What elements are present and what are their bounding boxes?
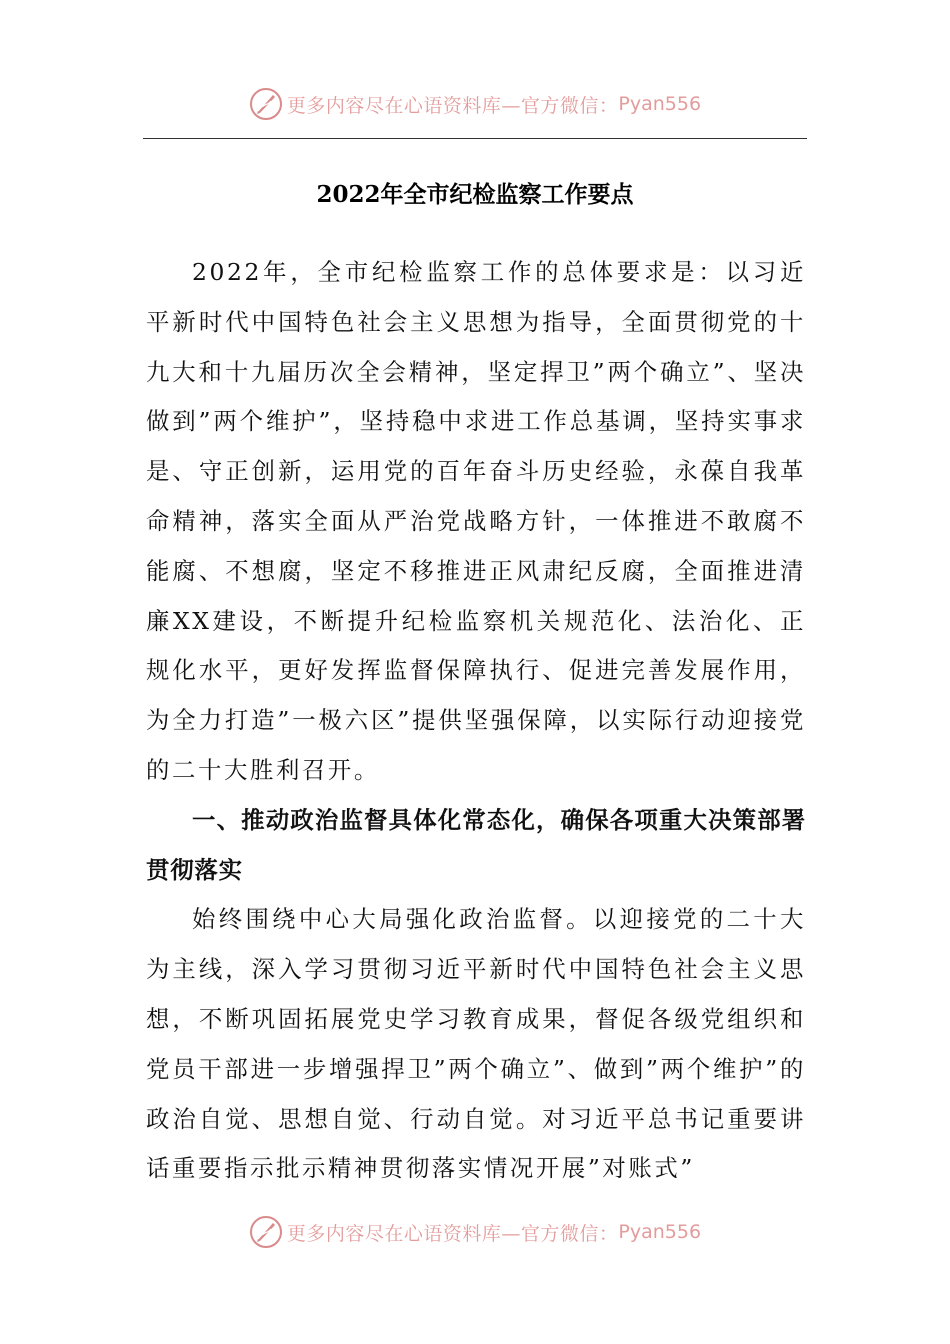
- watermark-wechat-id: Pyan556: [618, 1221, 702, 1243]
- document-body: [146, 248, 806, 1194]
- watermark-wechat-id: Pyan556: [618, 93, 702, 115]
- body-paragraph: 2022年，全市纪检监察工作的总体要求是：以习近平新时代中国特色社会主义思想为指导，全面贯彻党的十九大和十九届历次全会精神，坚定捍卫”两个确立”、坚决做到”两个维护”，坚持稳中求进工作总基调，坚持实事求是、守正创新，运用党的百年奋斗历史经验，永葆自我革命精神，落实全面从严治党战略方针，一体推进不敢腐不能腐、不想腐，坚定不移推进正风肃纪反腐，全面推进清廉XX建设，不断提升纪检监察机关规范化、法治化、正规化水平，更好发挥监督保障执行、促进完善发展作用，为全力打造”一极六区”提供坚强保障，以实际行动迎接党的二十大胜利召开。: [146, 258, 806, 784]
- body-paragraph: 始终围绕中心大局强化政治监督。以迎接党的二十大为主线，深入学习贯彻习近平新时代中国特色社会主义思想，不断巩固拓展党史学习教育成果，督促各级党组织和党员干部进一步增强捍卫”两个确立”、做到”两个维护”的政治自觉、思想自觉、行动自觉。对习近平总书记重要讲话重要指示批示精神贯彻落实情况开展”对账式”: [146, 905, 806, 1183]
- quill-logo-icon: [249, 87, 283, 121]
- section-heading: 一、推动政治监督具体化常态化，确保各项重大决策部署贯彻落实: [146, 805, 806, 884]
- document-title: 2022年全市纪检监察工作要点: [316, 181, 634, 208]
- watermark-text: 更多内容尽在心语资料库—官方微信：: [286, 1222, 619, 1245]
- footer-watermark: [0, 1210, 950, 1254]
- header-watermark: [0, 82, 950, 126]
- watermark-text: 更多内容尽在心语资料库—官方微信：: [286, 94, 619, 117]
- quill-logo-icon: [249, 1215, 283, 1249]
- header-divider: [143, 138, 807, 139]
